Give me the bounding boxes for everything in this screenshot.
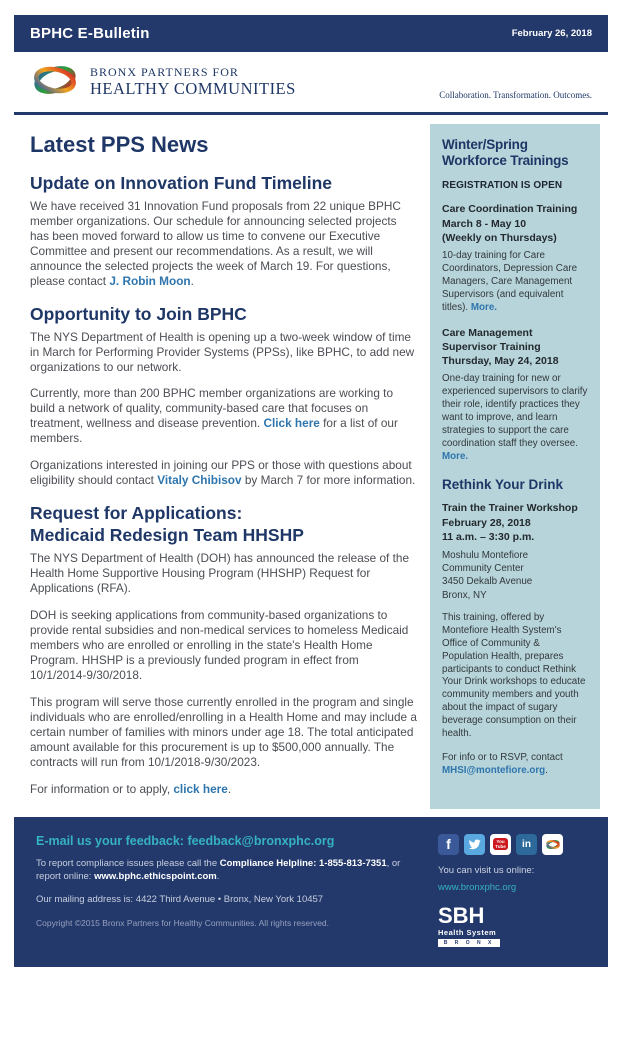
contact-link-j-robin-moon[interactable]: J. Robin Moon [109, 273, 191, 288]
compliance-helpline: Compliance Helpline: 1-855-813-7351 [219, 857, 387, 869]
sidebar-title-line: Workforce Trainings [442, 153, 569, 169]
paragraph-text: Currently, more than 200 BPHC member organizations are working to build a network of quality, community-based care that focuses on treatment, wellness and disease prevention. [30, 386, 394, 431]
event-description-text: One-day training for new or experienced supervisors to clarify their role, identify practices they want to improve, and learn strategies to support the care coordination staff they oversee. [442, 373, 588, 449]
address-line: Moshulu Montefiore [442, 549, 529, 561]
ethicspoint-link[interactable]: www.bphc.ethicspoint.com [94, 871, 217, 883]
feedback-label: E-mail us your feedback: [36, 833, 188, 848]
event-heading-line: March 8 - May 10 [442, 217, 527, 230]
paragraph [30, 199, 417, 289]
more-link[interactable]: More. [442, 450, 469, 462]
masthead-bar [14, 15, 608, 52]
compliance-text: To report compliance issues please call the [36, 857, 220, 869]
paragraph [30, 608, 417, 683]
event-heading-line: Care Management [442, 326, 533, 339]
brand-name-line2: HEALTHY COMMUNITIES [90, 78, 296, 98]
event-description-text: 10-day training for Care Coordinators, Depression Care Managers, Care Management Supervisors (and equivalent titles). [442, 249, 578, 313]
sidebar-title [442, 137, 588, 169]
event-description [442, 250, 588, 315]
paragraph-text: The NYS Department of Health (DOH) has announced the release of the Health Home Supportive Housing Program (HHSHP) Request for Applications (RFA). [30, 551, 410, 595]
event-heading-line: Care Coordination Training [442, 203, 578, 216]
twitter-icon[interactable] [464, 834, 485, 855]
youtube-logo [493, 838, 508, 850]
rsvp-email-link[interactable]: MHSI@montefiore.org [442, 765, 546, 776]
more-link[interactable]: More. [470, 301, 497, 313]
article-title [30, 304, 417, 326]
footer-left [36, 834, 438, 948]
paragraph [30, 330, 417, 375]
youtube-logo-text: Tube [495, 844, 506, 850]
paragraph-text: We have received 31 Innovation Fund proposals from 22 unique BPHC member organizations. Our schedule for announcing selected projects has been moved forward to allow us time to convene our Executive Committee and present our recommendations. As a result, we will announce the selected projects the week of March 19. For questions, please contact [30, 198, 401, 288]
bulletin-page [14, 15, 608, 983]
footer [14, 817, 608, 968]
paragraph [30, 695, 417, 770]
event-heading-line: February 28, 2018 [442, 516, 531, 529]
event-heading-line: Supervisor Training [442, 340, 541, 353]
article-title-line: Medicaid Redesign Team HHSHP [30, 525, 304, 546]
brand-bar [14, 52, 608, 112]
sidebar-section-title-rethink-your-drink: Rethink Your Drink [442, 477, 564, 493]
rsvp-text: . [545, 765, 548, 776]
paragraph [30, 386, 417, 446]
copyright-notice: Copyright ©2015 Bronx Partners for Healthy Communities. All rights reserved. [36, 917, 330, 928]
sidebar-trainings [430, 124, 600, 809]
article-rfa-hhshp [30, 503, 417, 796]
event-description [442, 373, 588, 463]
article-title [30, 173, 417, 195]
paragraph-text: . [190, 273, 194, 288]
sidebar-title-line: Winter/Spring [442, 137, 528, 152]
paragraph-text: For information or to apply, [30, 781, 174, 796]
article-title-line: Update on Innovation Fund Timeline [30, 173, 333, 193]
youtube-icon[interactable] [490, 834, 511, 855]
youtube-logo-text: You [496, 838, 505, 844]
paragraph [30, 458, 417, 488]
paragraph [30, 782, 417, 797]
visit-online-label: You can visit us online: [438, 864, 535, 876]
article-innovation-fund [30, 173, 417, 289]
article-title-line: Opportunity to Join BPHC [30, 303, 247, 324]
paragraph [30, 551, 417, 596]
paragraph-text: The NYS Department of Health is opening up a two-week window of time in March for Performing Provider Systems (PPSs), like BPHC, to add new organizations to our network. [30, 329, 415, 374]
masthead-title: BPHC E-Bulletin [30, 25, 150, 42]
rsvp-text: For info or to RSVP, contact [442, 752, 563, 764]
paragraph-text: . [227, 781, 232, 796]
sbh-logo-acronym: SBH [438, 902, 485, 928]
feedback-email-link[interactable]: feedback@bronxphc.org [187, 833, 335, 848]
bottom-margin [14, 967, 608, 983]
event-heading-train-the-trainer [442, 501, 588, 544]
sbh-logo-bronx-bar: B R O N X [438, 939, 500, 948]
brand-name [90, 66, 296, 97]
address-line: 3450 Dekalb Avenue [442, 576, 533, 588]
members-list-link[interactable]: Click here [263, 416, 320, 431]
address-line: Community Center [442, 563, 524, 575]
article-title [30, 503, 417, 547]
page-title: Latest PPS News [30, 132, 209, 157]
sbh-logo-subtitle: Health System [438, 927, 497, 937]
paragraph-text: This program will serve those currently enrolled in the program and single individuals who are enrolled/enrolling in a Health Home and may include a certain number of families with minors under age 18. The total anticipated amount available for this procurement is up to $500,000 annually. The contracts will run from 10/1/2018-9/30/2023. [30, 694, 417, 769]
event-heading-care-management [442, 326, 588, 369]
footer-right [438, 834, 588, 948]
social-icons [438, 834, 588, 855]
contact-link-vitaly-chibisov[interactable]: Vitaly Chibisov [157, 473, 242, 488]
facebook-icon[interactable]: f [438, 834, 459, 855]
paragraph-text: DOH is seeking applications from community-based organizations to provide rental subsidies and non-medical services to homeless Medicaid members who are enrolled or enrolling in the state's Health Home Program. HHSHP is a previously funded program in effect from 10/1/2014-9/30/2018. [30, 607, 409, 682]
event-heading-line: 11 a.m. – 3:30 p.m. [442, 530, 535, 543]
event-heading-line: (Weekly on Thursdays) [442, 231, 557, 244]
mailing-address: Our mailing address is: 4422 Third Avenue • Bronx, New York 10457 [36, 894, 324, 906]
registration-status: REGISTRATION IS OPEN [442, 180, 563, 192]
linkedin-icon[interactable]: in [516, 834, 537, 855]
brand-name-line1: BRONX PARTNERS FOR [90, 65, 239, 80]
article-title-line: Request for Applications: [30, 503, 243, 524]
compliance-note [36, 857, 424, 885]
event-heading-line: Thursday, May 24, 2018 [442, 354, 559, 367]
apply-link[interactable]: click here [173, 781, 228, 796]
event-heading-care-coordination [442, 202, 588, 245]
bphc-swirl-logo-icon [30, 59, 80, 106]
compliance-text: . [216, 871, 220, 883]
feedback-line [36, 834, 424, 848]
bphc-swirl-icon[interactable] [542, 834, 563, 855]
content-area [14, 115, 608, 817]
paragraph-text: Organizations interested in joining our PPS or those with questions about eligibility should contact [30, 458, 412, 488]
main-column [30, 124, 417, 809]
event-heading-line: Train the Trainer Workshop [442, 502, 578, 515]
event-address [442, 549, 588, 602]
brand-tagline: Collaboration. Transformation. Outcomes. [439, 90, 592, 100]
bulletin-date: February 26, 2018 [511, 28, 592, 39]
paragraph-text: by March 7 for more information. [241, 473, 416, 488]
paragraph-text: for a list of our members. [30, 416, 398, 446]
compliance-text: , or report online: [36, 857, 401, 883]
rsvp-note [442, 752, 588, 778]
event-description: This training, offered by Montefiore Health System's Office of Community & Population Health, prepares participants to conduct Rethink Your Drink workshops to educate community members and youth about the impact of sugary beverage consumption on their health. [442, 611, 586, 740]
sbh-health-system-logo [438, 902, 588, 948]
article-join-bphc [30, 304, 417, 489]
address-line: Bronx, NY [442, 589, 487, 601]
site-link[interactable]: www.bronxphc.org [438, 881, 517, 893]
